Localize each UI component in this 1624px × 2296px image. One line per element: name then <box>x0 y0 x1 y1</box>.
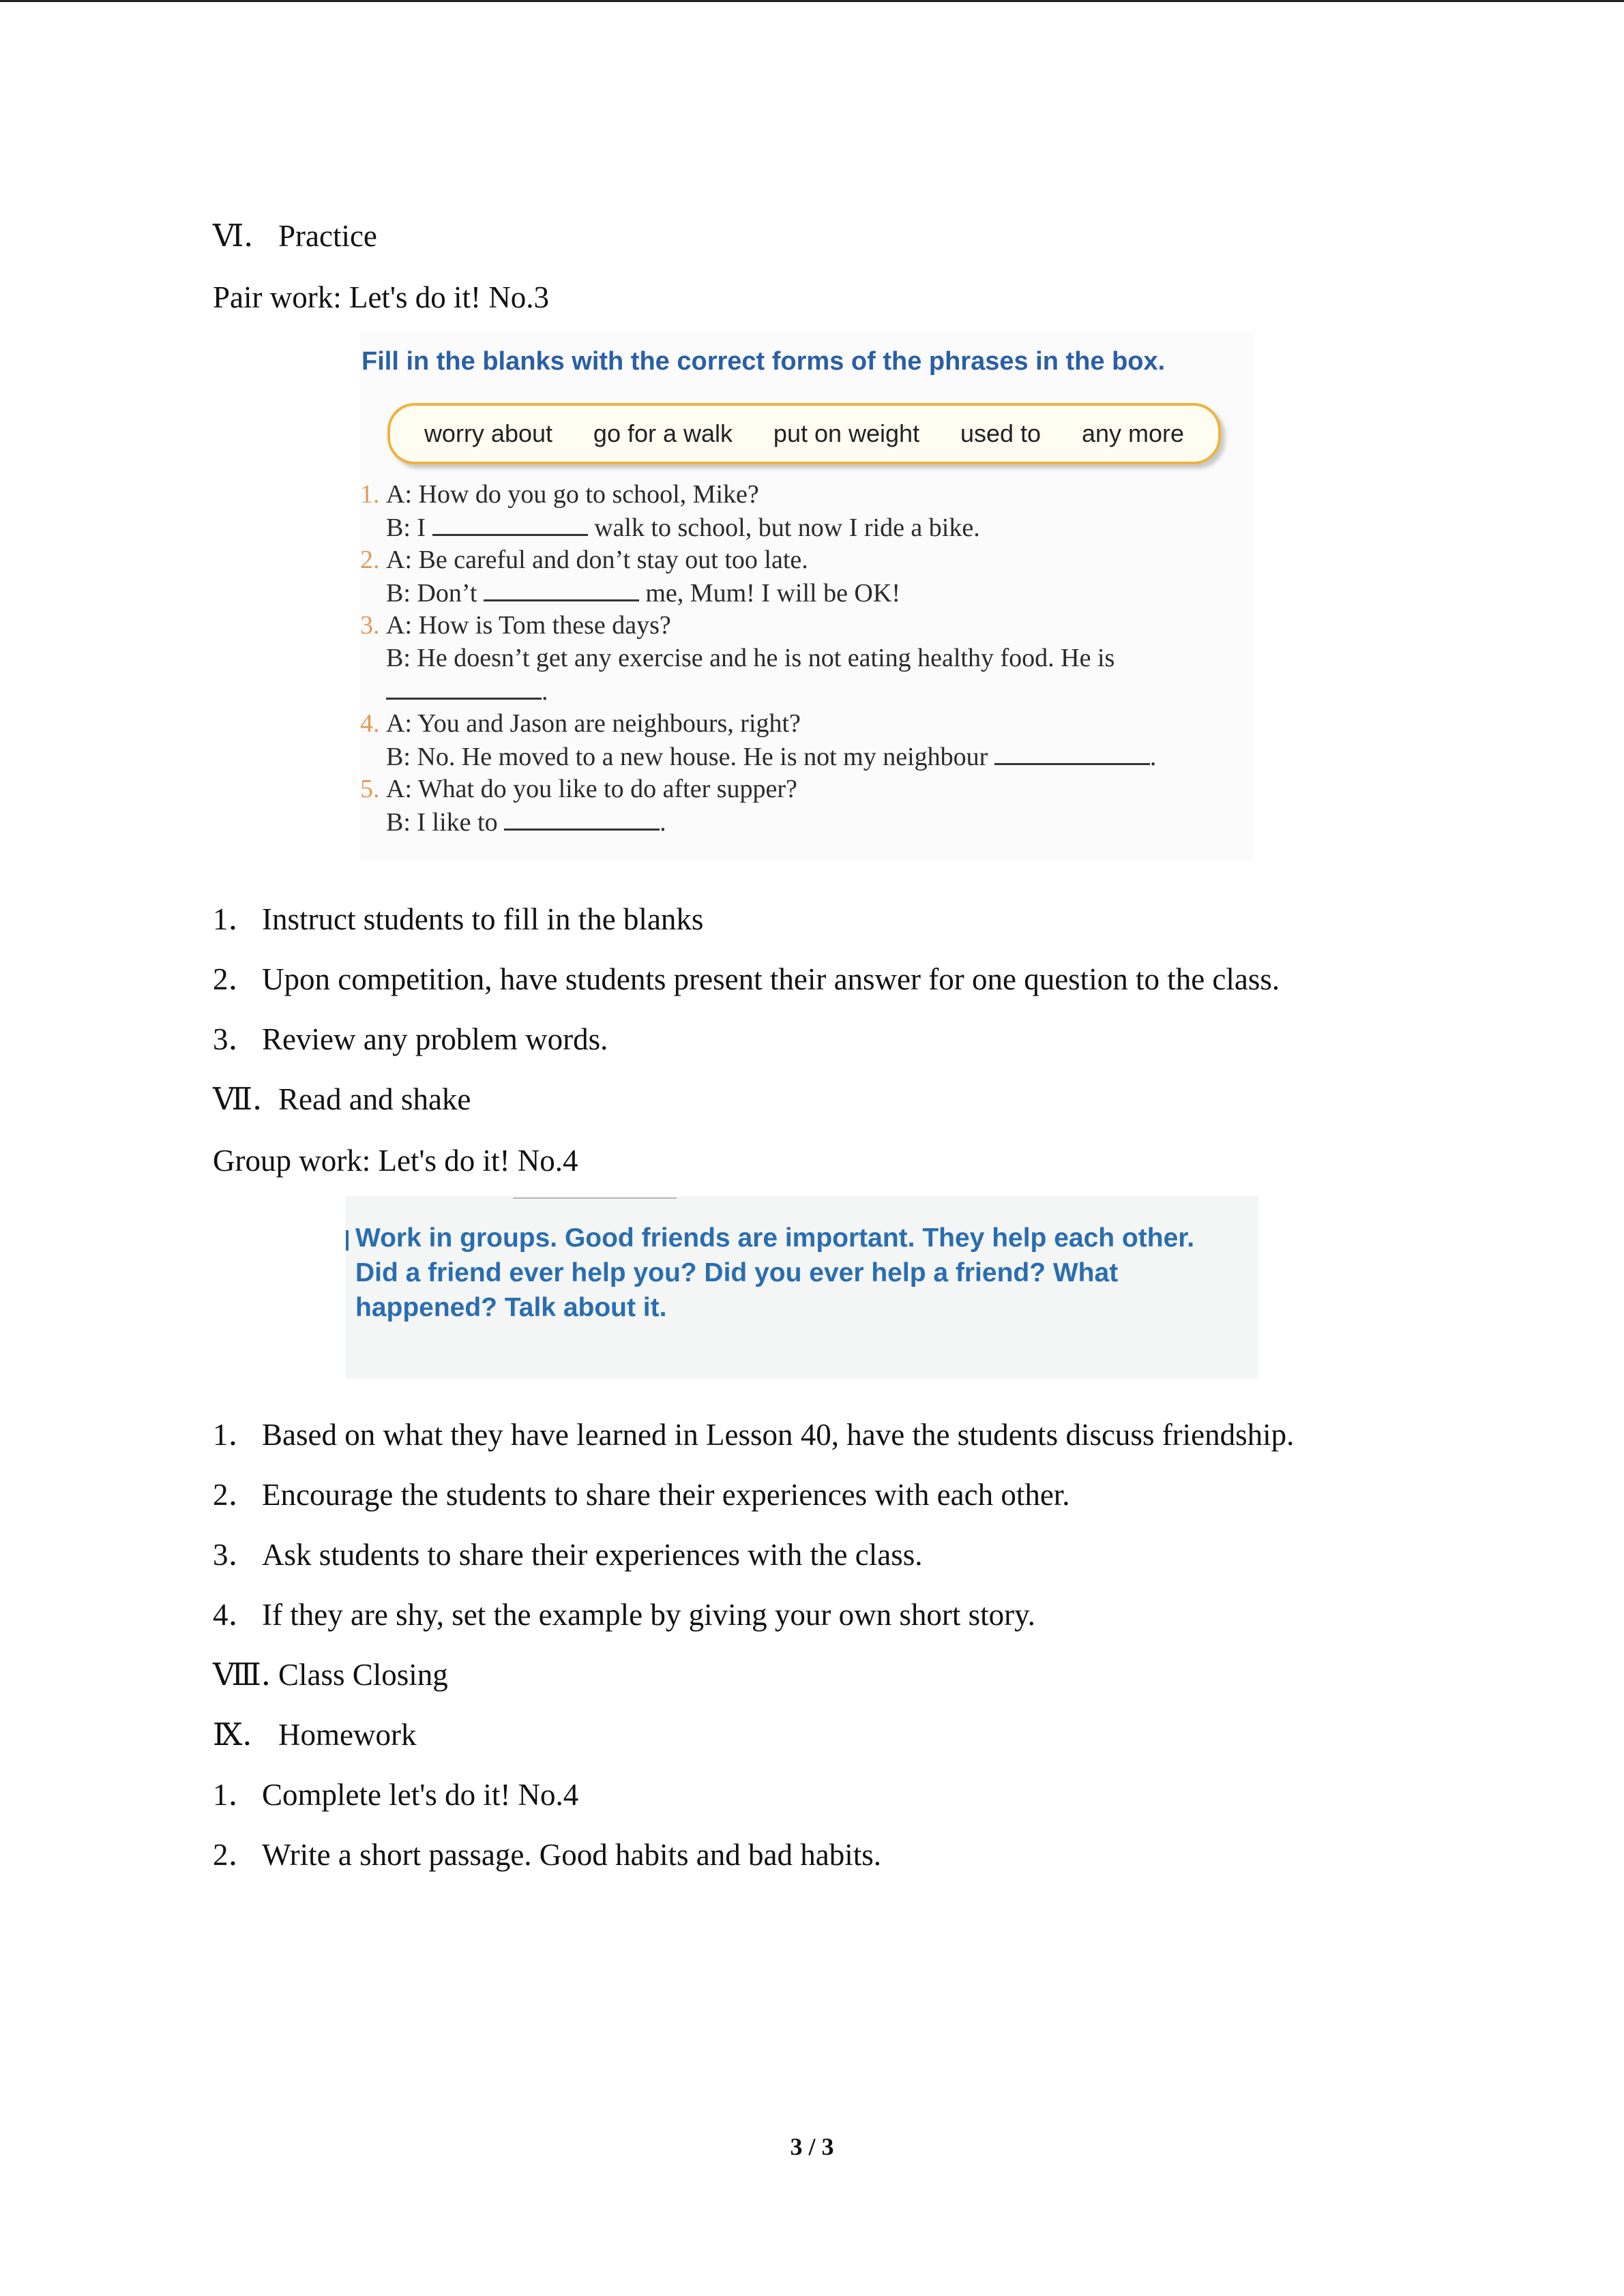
question-number: 5. <box>360 775 380 803</box>
question-5-b <box>360 805 666 839</box>
section-6-title: Practice <box>278 219 377 253</box>
question-number: 1. <box>360 480 380 509</box>
section-8-title: Class Closing <box>278 1658 448 1692</box>
question-number: 3. <box>360 611 380 640</box>
question-2-b <box>360 576 900 610</box>
exercise-4-text <box>355 1221 1256 1325</box>
question-text: me, Mum! I will be OK! <box>645 579 900 608</box>
exercise-4-line: happened? Talk about it. <box>355 1293 667 1322</box>
section-7-heading <box>213 1080 471 1118</box>
section-7-title: Read and shake <box>278 1082 471 1116</box>
question-1-a <box>360 478 759 511</box>
section-6-heading <box>213 217 377 255</box>
divider <box>513 1197 677 1199</box>
question-text: B: I <box>386 513 426 542</box>
section-8-heading <box>213 1656 448 1694</box>
question-3-b <box>360 642 1114 674</box>
exercise-3-instruction: Fill in the blanks with the correct forms of the phrases in the box. <box>361 347 1166 376</box>
question-text: B: Don’t <box>386 579 477 608</box>
section-9-numeral: Ⅸ． <box>213 1718 274 1752</box>
answer-blank <box>386 674 542 700</box>
answer-blank <box>484 576 639 601</box>
exercise-4-line: Did a friend ever help you? Did you ever help a friend? What <box>355 1258 1119 1287</box>
phrase-item: used to <box>960 419 1042 447</box>
question-3-c <box>360 674 548 708</box>
question-number: 4. <box>360 709 380 738</box>
accent-bar <box>346 1230 349 1251</box>
list-item: 2．Write a short passage. Good habits and bad habits. <box>213 1838 881 1872</box>
exercise-3-figure <box>360 332 1254 861</box>
pair-work-label: Pair work: Let's do it! No.3 <box>213 280 550 314</box>
phrase-item: go for a walk <box>593 419 733 447</box>
question-number: 2. <box>360 546 380 574</box>
question-text: walk to school, but now I ride a bike. <box>594 513 980 542</box>
list-item: 4．If they are shy, set the example by giving your own short story. <box>213 1598 1035 1632</box>
answer-blank <box>504 805 660 831</box>
answer-blank <box>994 740 1150 765</box>
question-text: B: No. He moved to a new house. He is not my neighbour <box>386 743 988 771</box>
list-item: 3．Ask students to share their experiences with the class. <box>213 1538 923 1572</box>
page-number: 3 / 3 <box>790 2133 834 2160</box>
question-text: . <box>660 808 666 837</box>
question-2-a <box>360 543 808 576</box>
question-3-a <box>360 609 671 642</box>
question-text: A: Be careful and don’t stay out too late. <box>386 546 808 574</box>
phrase-item: any more <box>1081 419 1185 447</box>
question-4-a <box>360 707 801 740</box>
phrase-box <box>387 403 1221 464</box>
list-item: 2．Upon competition, have students present their answer for one question to the class. <box>213 962 1280 996</box>
question-text: . <box>1149 743 1157 771</box>
question-text: A: What do you like to do after supper? <box>386 775 797 803</box>
question-text: B: He doesn’t get any exercise and he is not eating healthy food. He is <box>386 644 1115 672</box>
list-item: 2．Encourage the students to share their experiences with each other. <box>213 1478 1070 1512</box>
question-text: B: I like to <box>386 808 498 837</box>
section-6-numeral: Ⅵ． <box>213 219 275 253</box>
phrase-item: put on weight <box>773 419 920 447</box>
exercise-4-line: Work in groups. Good friends are important. They help each other. <box>355 1223 1195 1253</box>
question-5-a <box>360 773 797 805</box>
section-8-numeral: Ⅷ． <box>213 1658 292 1692</box>
phrase-item: worry about <box>424 419 553 447</box>
question-1-b <box>360 511 980 544</box>
list-item: 1．Instruct students to fill in the blanks <box>213 902 704 936</box>
exercise-4-figure <box>346 1196 1258 1379</box>
section-9-heading <box>213 1716 416 1754</box>
section-9-title: Homework <box>278 1718 417 1752</box>
answer-blank <box>432 511 588 536</box>
question-4-b <box>360 740 1156 773</box>
question-text: . <box>542 677 548 706</box>
list-item: 3．Review any problem words. <box>213 1022 608 1056</box>
group-work-label: Group work: Let's do it! No.4 <box>213 1144 578 1178</box>
section-7-numeral: Ⅶ． <box>213 1082 284 1116</box>
list-item: 1．Complete let's do it! No.4 <box>213 1778 579 1812</box>
question-text: A: How do you go to school, Mike? <box>386 480 759 509</box>
question-text: A: You and Jason are neighbours, right? <box>386 709 801 738</box>
list-item: 1．Based on what they have learned in Lesson 40, have the students discuss friendship. <box>213 1418 1295 1452</box>
question-text: A: How is Tom these days? <box>386 611 671 640</box>
page-top-border <box>0 0 1624 2</box>
